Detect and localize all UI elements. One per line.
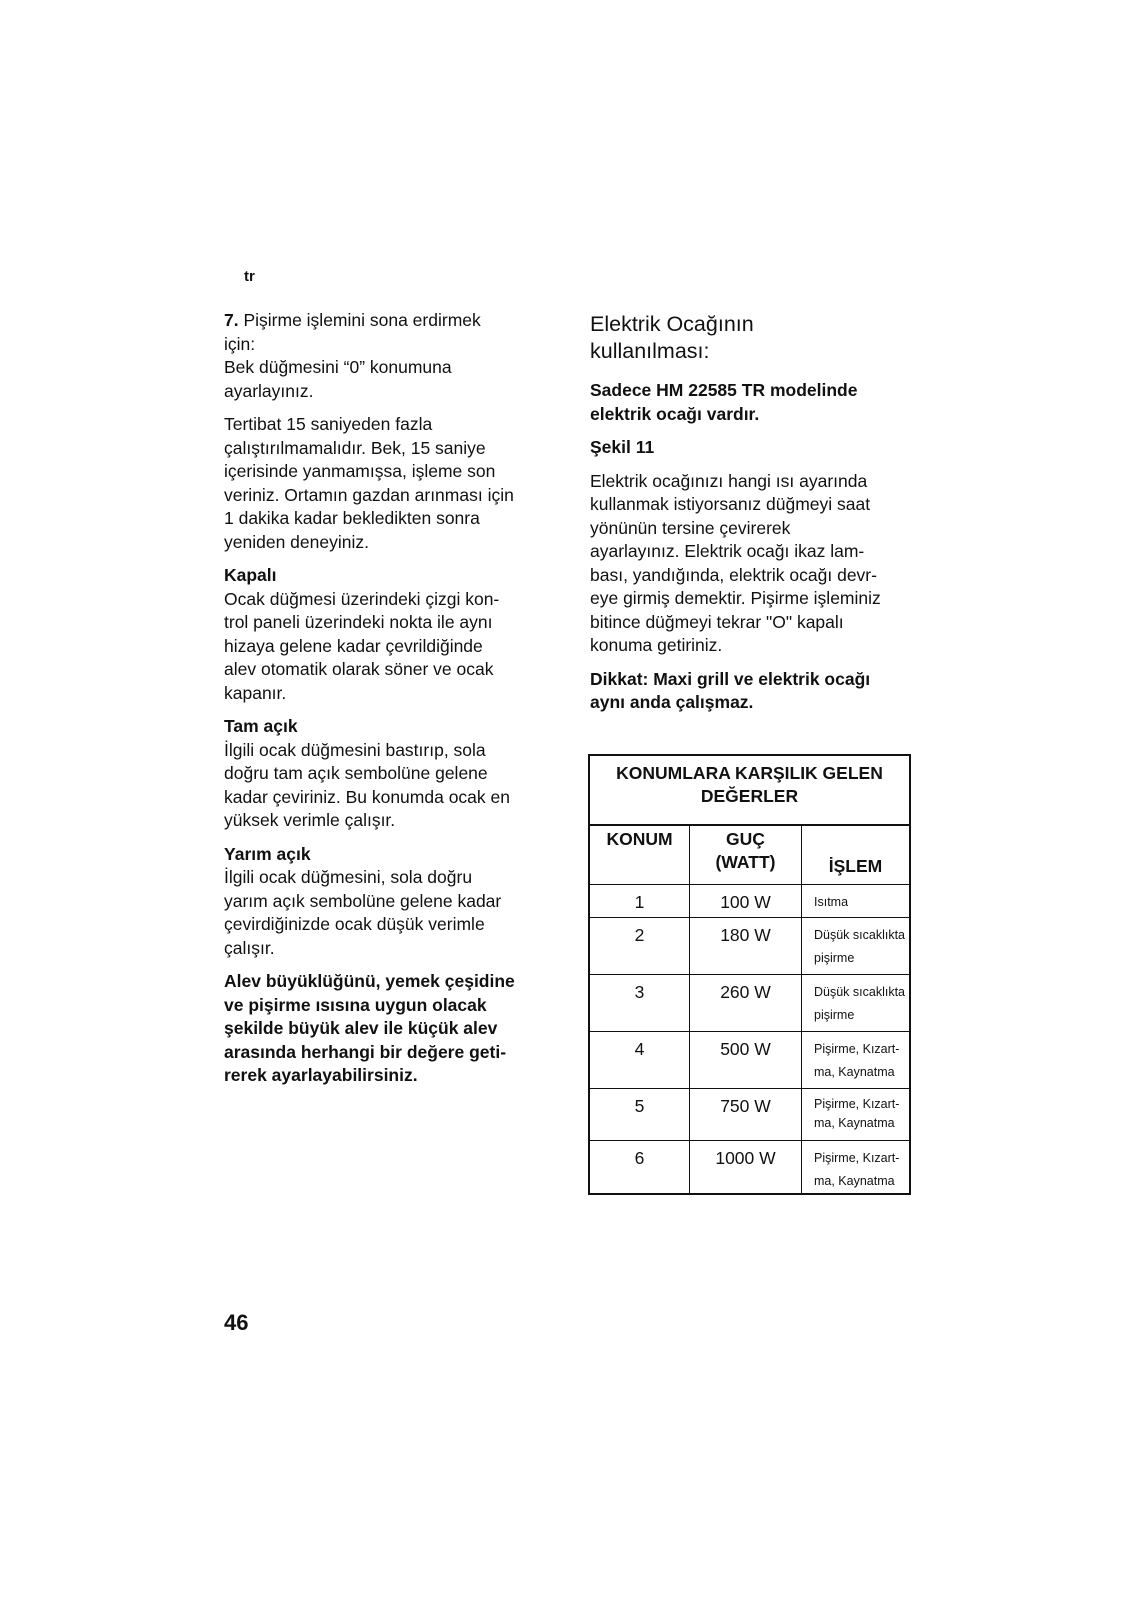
cell-konum: 6 [589,1141,690,1195]
page-number: 46 [224,1310,249,1335]
figure-reference: Şekil 11 [590,437,655,457]
caution-line: aynı anda çalışmaz. [590,692,754,712]
electric-hob-instructions [590,470,920,658]
kapali-heading: Kapalı [224,565,277,585]
power-settings-table [588,754,911,1195]
step-7-line: için: [224,333,256,354]
flame-adjust-note [224,970,554,1088]
caution-line: Dikkat: Maxi grill ve elektrik ocağı [590,668,871,689]
step-7-line: Bek düğmesini “0” konumuna [224,357,452,377]
left-column [224,309,554,1088]
instruction-line: konuma getiriniz. [590,635,723,655]
table-row [589,975,910,1032]
cell-islem [802,1089,911,1141]
instruction-line: bitince düğmeyi tekrar "O" kapalı [590,611,844,632]
section-title [590,311,920,365]
cell-guc: 260 W [690,975,802,1032]
table-row [589,885,910,918]
cell-islem [802,1032,911,1089]
cell-guc: 180 W [690,918,802,975]
table-title [589,755,910,825]
flame-note-line: ve pişirme ısısına uygun olacak [224,994,487,1015]
table-row [589,918,910,975]
warning-line: veriniz. Ortamın gazdan arınması için [224,484,514,505]
cell-islem [802,975,911,1032]
table-title-line: KONUMLARA KARŞILIK GELEN [616,763,883,783]
tam-acik-line: İlgili ocak düğmesini bastırıp, sola [224,739,486,760]
instruction-line: kullanmak istiyorsanız düğmeyi saat [590,494,871,514]
tam-acik-section [224,715,554,833]
cell-islem-line: ma, Kaynatma [814,1174,895,1188]
tam-acik-heading: Tam açık [224,716,298,736]
column-header-guc-line: (WATT) [715,852,776,872]
table-title-line: DEĞERLER [700,786,799,806]
yarim-acik-line: yarım açık sembolüne gelene kadar [224,890,502,911]
cell-islem-line: ma, Kaynatma [814,1116,895,1130]
cell-konum: 4 [589,1032,690,1089]
table-row [589,1032,910,1089]
warning-paragraph [224,413,554,554]
kapali-line: Ocak düğmesi üzerindeki çizgi kon- [224,588,500,609]
cell-islem-line: Isıtma [814,895,849,909]
instruction-line: yönünün tersine çevirerek [590,517,791,538]
flame-note-line: şekilde büyük alev ile küçük alev [224,1018,498,1038]
cell-islem-line: pişirme [814,1008,855,1022]
cell-islem-line: Pişirme, Kızart- [814,1151,900,1165]
column-header-konum: KONUM [589,825,690,885]
cell-konum: 1 [589,885,690,918]
kapali-line: kapanır. [224,682,287,703]
yarim-acik-line: çalışır. [224,937,275,958]
model-note-line: Sadece HM 22585 TR modelinde [590,380,858,400]
language-tag: tr [244,268,255,285]
section-title-line: Elektrik Ocağının [590,312,754,336]
column-header-guc-line: GUÇ [726,829,765,849]
flame-note-line: arasında herhangi bir değere geti- [224,1041,507,1062]
tam-acik-line: yüksek verimle çalışır. [224,810,396,830]
cell-guc: 750 W [690,1089,802,1141]
flame-note-line: rerek ayarlayabilirsiniz. [224,1065,418,1085]
cell-islem [802,885,911,918]
warning-line: çalıştırılmamalıdır. Bek, 15 saniye [224,437,486,458]
yarim-acik-section [224,843,554,961]
warning-line: Tertibat 15 saniyeden fazla [224,414,433,434]
cell-islem-line: Pişirme, Kızart- [814,1042,900,1056]
cell-islem-line: ma, Kaynatma [814,1065,895,1079]
kapali-line: trol paneli üzerindeki nokta ile aynı [224,612,493,632]
warning-line: yeniden deneyiniz. [224,531,369,552]
kapali-section [224,564,554,705]
yarim-acik-heading: Yarım açık [224,843,311,864]
cell-guc: 500 W [690,1032,802,1089]
cell-konum: 5 [589,1089,690,1141]
cell-guc: 1000 W [690,1141,802,1195]
caution-note [590,668,920,715]
cell-konum: 2 [589,918,690,975]
table-title-row [589,755,910,825]
warning-line: 1 dakika kadar bekledikten sonra [224,508,480,528]
cell-islem [802,1141,911,1195]
cell-konum: 3 [589,975,690,1032]
section-title-line: kullanılması: [590,339,710,363]
instruction-line: eye girmiş demektir. Pişirme işleminiz [590,588,881,608]
cell-islem-line: Pişirme, Kızart- [814,1097,900,1111]
instruction-line: Elektrik ocağınızı hangi ısı ayarında [590,470,868,491]
column-header-guc [690,825,802,885]
tam-acik-line: kadar çeviriniz. Bu konumda ocak en [224,786,510,807]
instruction-line: bası, yandığında, elektrik ocağı devr- [590,564,877,585]
step-7-line: ayarlayınız. [224,380,314,401]
column-header-islem: İŞLEM [802,825,911,885]
table-row [589,1141,910,1195]
cell-islem-line: Düşük sıcaklıkta [814,928,906,942]
step-7-paragraph [224,309,554,403]
cell-islem [802,918,911,975]
table-header-row [589,825,910,885]
flame-note-line: Alev büyüklüğünü, yemek çeşidine [224,971,515,991]
step-7-line: Pişirme işlemini sona erdirmek [238,310,481,330]
table-row [589,1089,910,1141]
kapali-line: alev otomatik olarak söner ve ocak [224,659,494,679]
warning-line: içerisinde yanmamışsa, işleme son [224,461,496,481]
cell-guc: 100 W [690,885,802,918]
model-note-line: elektrik ocağı vardır. [590,403,760,424]
kapali-line: hizaya gelene kadar çevrildiğinde [224,635,483,656]
instruction-line: ayarlayınız. Elektrik ocağı ikaz lam- [590,541,865,561]
model-note [590,379,920,426]
yarim-acik-line: çevirdiğinizde ocak düşük verimle [224,914,485,934]
cell-islem-line: pişirme [814,951,855,965]
tam-acik-line: doğru tam açık sembolüne gelene [224,763,488,783]
yarim-acik-line: İlgili ocak düğmesini, sola doğru [224,867,473,887]
cell-islem-line: Düşük sıcaklıkta [814,985,906,999]
step-number: 7. [224,310,239,330]
right-column [590,311,920,715]
